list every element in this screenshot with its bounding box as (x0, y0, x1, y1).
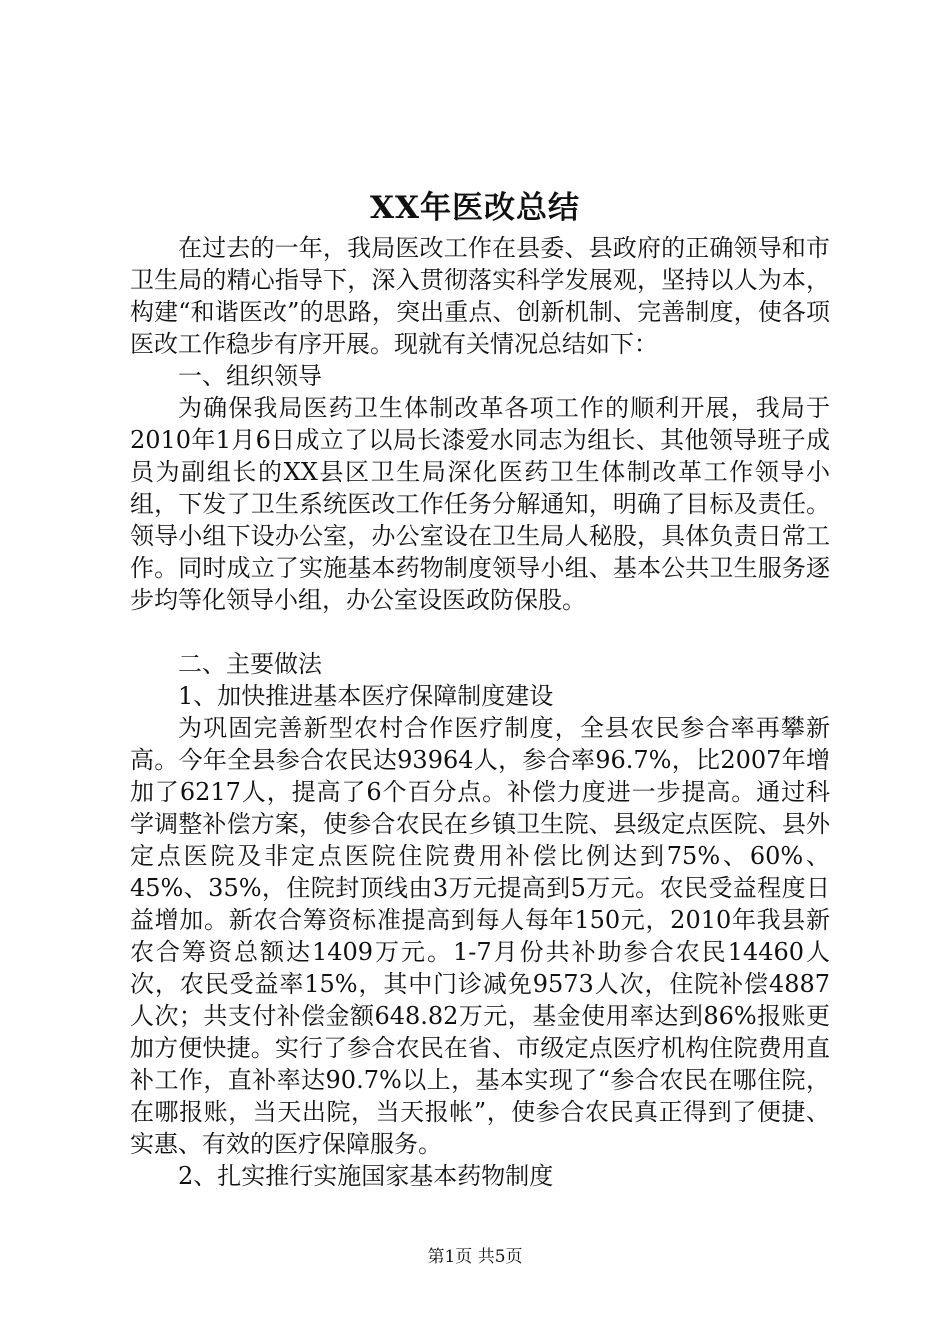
medical-insurance-paragraph: 为巩固完善新型农村合作医疗制度，全县农民参合率再攀新高。今年全县参合农民达93964人，参合率96.7%，比2007年增加了6217人，提高了6个百分点。补偿力度进一步提高。通过科学调整补偿方案，使参合农民在乡镇卫生院、县级定点医院、县外定点医院及非定点医院住院费用补偿比例达到75%、60%、45%、35%，住院封顶线由3万元提高到5万元。农民受益程度日益增加。新农合筹资标准提高到每人每年150元，2010年我县新农合筹资总额达1409万元。1-7月份共补助参合农民14460人次，农民受益率15%，其中门诊减免9573人次，住院补偿4887人次；共支付补偿金额648.82万元，基金使用率达到86%报账更加方便快捷。实行了参合农民在省、市级定点医疗机构住院费用直补工作，直补率达90.7%以上，基本实现了“参合农民在哪住院，在哪报账，当天出院，当天报帐”，使参合农民真正得到了便捷、实惠、有效的医疗保障服务。 (130, 714, 830, 1158)
document-body (130, 232, 830, 1192)
organization-paragraph: 为确保我局医药卫生体制改革各项工作的顺利开展，我局于2010年1月6日成立了以局长漆爱水同志为组长、其他领导班子成员为副组长的XX县区卫生局深化医药卫生体制改革工作领导小组，下发了卫生系统医改工作任务分解通知，明确了目标及责任。领导小组下设办公室，办公室设在卫生局人秘股，具体负责日常工作。同时成立了实施基本药物制度领导小组、基本公共卫生服务逐步均等化领导小组，办公室设医政防保股。 (130, 394, 830, 614)
document-title: XX年医改总结 (369, 190, 581, 226)
intro-paragraph: 在过去的一年，我局医改工作在县委、县政府的正确领导和市卫生局的精心指导下，深入贯彻落实科学发展观，坚持以人为本，构建“和谐医改”的思路，突出重点、创新机制、完善制度，使各项医改工作稳步有序开展。现就有关情况总结如下： (130, 234, 830, 358)
section-heading-main-practices: 二、主要做法 (178, 650, 322, 678)
subsection-heading-medical-insurance: 1、加快推进基本医疗保障制度建设 (178, 682, 554, 710)
subsection-heading-essential-drugs: 2、扎实推行实施国家基本药物制度 (178, 1162, 554, 1190)
section-heading-organization: 一、组织领导 (178, 362, 322, 390)
page-number-footer: 第1页 共5页 (427, 1247, 523, 1267)
